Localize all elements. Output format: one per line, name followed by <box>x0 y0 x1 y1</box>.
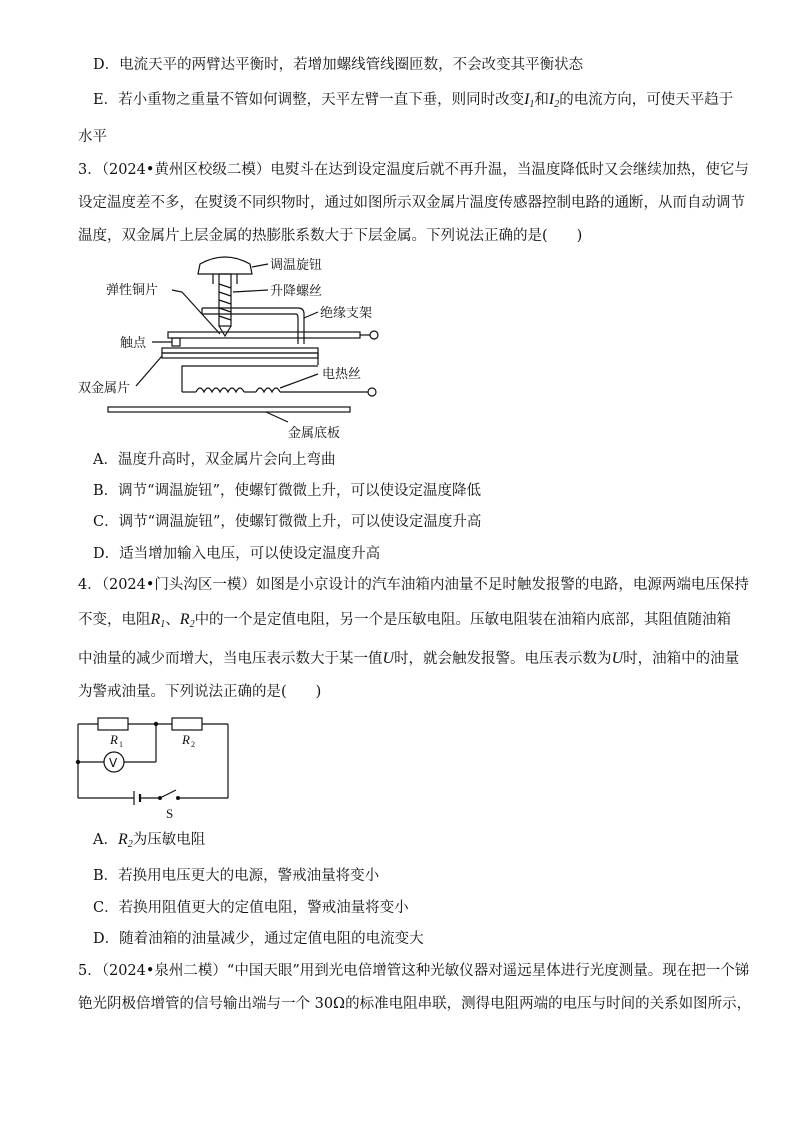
voltmeter-label: V <box>109 756 118 770</box>
symbol-i2: $I_2$ <box>548 91 560 110</box>
symbol-r1: $R_1$ <box>150 611 166 630</box>
q3-stem-line2: 设定温度差不多，在熨烫不同织物时，通过如图所示双金属片温度传感器控制电路的通断，从而自动调节 <box>78 195 745 211</box>
q5-stem-line1: 5．（2024•泉州二模）“中国天眼”用到光电倍增管这种光敏仪器对遥远星体进行光度测量。现在把一个锑 <box>78 963 750 979</box>
q4-stem-line2: 不变，电阻$R_1$、$R_2$中的一个是定值电阻，另一个是压敏电阻。压敏电阻装在油箱内底部，其阻值随油箱 <box>78 611 732 630</box>
q3-iron-figure <box>70 252 400 444</box>
label-r2: R <box>182 732 190 747</box>
symbol-i1: $I_1$ <box>524 91 535 110</box>
q2-option-e-and: 和 <box>534 92 549 108</box>
q2-option-e-continued: 水平 <box>78 129 107 145</box>
q2-option-e-text-b: 的电流方向，可使天平趋于 <box>559 92 734 108</box>
symbol-r2: $R_2$ <box>117 831 133 850</box>
q3-option-a: A．温度升高时，双金属片会向上弯曲 <box>93 452 336 468</box>
q4-stem-line4: 为警戒油量。下列说法正确的是( ) <box>78 684 322 700</box>
q2-option-d: D．电流天平的两臂达平衡时，若增加螺线管线圈匝数，不会改变其平衡状态 <box>93 57 584 73</box>
label-r2-sub: 2 <box>191 740 195 749</box>
q4-option-b: B．若换用电压更大的电源，警戒油量将变小 <box>93 868 380 884</box>
q4-circuit-figure <box>72 714 242 824</box>
symbol-u: U <box>611 650 624 667</box>
q3-option-d: D．适当增加输入电压，可以使设定温度升高 <box>93 546 381 562</box>
symbol-u: U <box>382 650 395 667</box>
symbol-r2: $R_2$ <box>179 611 195 630</box>
q4-option-d: D．随着油箱的油量减少，通过定值电阻的电流变大 <box>93 931 424 947</box>
label-r1: R <box>110 732 118 747</box>
q4-option-c: C．若换用阻值更大的定值电阻，警戒油量将变小 <box>93 900 409 916</box>
q3-option-c: C．调节“调温旋钮”，使螺钉微微上升，可以使设定温度升高 <box>93 514 482 530</box>
q3-stem-line1: 3．（2024•黄州区校级二模）电熨斗在达到设定温度后就不再升温，当温度降低时又会继续加热，使它与 <box>78 162 749 178</box>
label-bimetal: 双金属片 <box>78 381 131 396</box>
q4-stem-line1: 4．（2024•门头沟区一模）如图是小京设计的汽车油箱内油量不足时触发报警的电路，电源两端电压保持 <box>78 577 749 593</box>
q3-option-b: B．调节“调温旋钮”，使螺钉微微上升，可以使设定温度降低 <box>93 483 481 499</box>
q4-option-a: A．$R_2$为压敏电阻 <box>93 831 206 850</box>
label-copper-strip: 弹性铜片 <box>106 283 159 298</box>
label-insulating-bracket: 绝缘支架 <box>320 306 373 321</box>
label-heating-wire: 电热丝 <box>322 367 362 382</box>
q3-stem-line3: 温度，双金属片上层金属的热膨胀系数大于下层金属。下列说法正确的是( ) <box>78 228 583 244</box>
q4-stem-line3: 中油量的减少而增大，当电压表示数大于某一值U时，就会触发报警。电压表示数为U时，油箱中的油量 <box>78 650 740 667</box>
q2-option-e-text-a: E．若小重物之重量不管如何调整，天平左臂一直下垂，则同时改变 <box>93 92 525 108</box>
label-base-plate: 金属底板 <box>288 426 341 441</box>
q2-option-e <box>93 90 733 115</box>
label-contact: 触点 <box>120 336 147 351</box>
label-knob: 调温旋钮 <box>270 258 323 273</box>
label-switch: S <box>166 806 174 821</box>
q5-stem-line2: 铯光阴极倍增管的信号输出端与一个 30Ω的标准电阻串联，测得电阻两端的电压与时间的关系如图所示， <box>78 996 752 1012</box>
label-r1-sub: 1 <box>119 740 123 749</box>
label-lift-screw: 升降螺丝 <box>270 284 323 299</box>
